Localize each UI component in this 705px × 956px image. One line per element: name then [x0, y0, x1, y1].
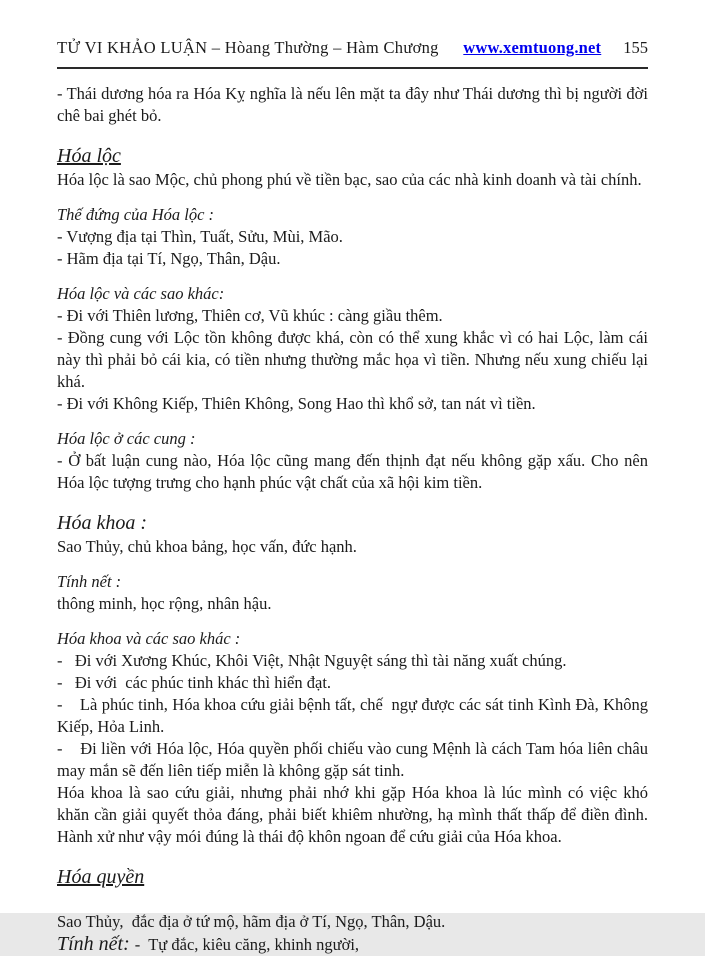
- subheading-hoa-khoa-sao-khac: Hóa khoa và các sao khác :: [57, 629, 241, 648]
- paragraph-di-voi-phuc-tinh: - Đi với các phúc tinh khác thì hiển đạt.: [57, 673, 332, 692]
- document-content: [57, 69, 648, 956]
- subheading-hoa-loc-o-cac-cung: Hóa lộc ở các cung :: [57, 429, 196, 448]
- paragraph-la-phuc-tinh: - Là phúc tinh, Hóa khoa cứu giải bệnh tất, chế ngự được các sát tinh Kình Đà, Không Kiếp, Hỏa Linh.: [57, 695, 648, 736]
- paragraph-hoa-loc-intro: Hóa lộc là sao Mộc, chủ phong phú về tiền bạc, sao của các nhà kinh doanh và tài chính.: [57, 170, 642, 189]
- paragraph-di-voi-khong-kiep: - Đi với Không Kiếp, Thiên Không, Song Hao thì khổ sở, tan nát vì tiền.: [57, 394, 536, 413]
- website-link[interactable]: www.xemtuong.net: [463, 38, 602, 57]
- header-right: [463, 38, 648, 58]
- paragraph-sao-thuy-khoa-bang: Sao Thủy, chủ khoa bảng, học vấn, đức hạnh.: [57, 537, 357, 556]
- header-title: TỬ VI KHẢO LUẬN – Hòang Thường – Hàm Chương: [57, 38, 439, 57]
- paragraph-hoa-khoa-cuu-giai: Hóa khoa là sao cứu giải, nhưng phải nhớ khi gặp Hóa khoa là lúc mình có việc khó khăn cần giải quyết thỏa đáng, phải biết khiêm nhường, hạ mình thất thấp để điền đình. Hành xử như vậy mói đúng là thái độ khôn ngoan để cứu giải của Hóa khoa.: [57, 783, 648, 846]
- paragraph-di-voi-thien-luong: - Đi với Thiên lương, Thiên cơ, Vũ khúc : càng giầu thêm.: [57, 306, 443, 325]
- paragraph-sao-thuy-dac-dia: Sao Thủy, đắc địa ở tứ mộ, hãm địa ở Tí, Ngọ, Thân, Dậu.: [57, 912, 446, 931]
- heading-hoa-khoa: Hóa khoa :: [57, 512, 147, 534]
- paragraph-ham-dia: - Hãm địa tại Tí, Ngọ, Thân, Dậu.: [57, 249, 281, 268]
- paragraph-di-lien-hoa-loc: - Đi liền với Hóa lộc, Hóa quyền phối chiếu vào cung Mệnh là cách Tam hóa liên châu may mắn sẽ đến liên tiếp miễn là không gặp sát tinh.: [57, 739, 648, 780]
- paragraph-vuong-dia: - Vượng địa tại Thìn, Tuất, Sửu, Mùi, Mão.: [57, 227, 343, 246]
- paragraph-di-voi-xuong-khuc: - Đi với Xương Khúc, Khôi Việt, Nhật Nguyệt sáng thì tài năng xuất chúng.: [57, 651, 567, 670]
- paragraph-o-bat-luan-cung: - Ở bất luận cung nào, Hóa lộc cũng mang đến thịnh đạt nếu không gặp xấu. Cho nên Hóa lộc tượng trưng cho hạnh phúc vật chất của xã hội kim tiền.: [57, 451, 648, 492]
- heading-hoa-loc: Hóa lộc: [57, 145, 121, 167]
- heading-hoa-quyen: Hóa quyền: [57, 866, 145, 888]
- subheading-the-dung-hoa-loc: Thế đứng của Hóa lộc :: [57, 205, 215, 224]
- paragraph-thai-duong: - Thái dương hóa ra Hóa Kỵ nghĩa là nếu lên mặt ta đây như Thái dương thì bị người đời chê bai ghét bỏ.: [57, 84, 648, 125]
- lead-rest: - Tự đắc, kiêu căng, khinh người,: [134, 935, 360, 954]
- page-header: [57, 38, 648, 69]
- paragraph-dong-cung-loc-ton: - Đồng cung với Lộc tồn không được khá, còn có thể xung khắc vì có hai Lộc, làm cái này thì phải bỏ cái kia, có tiền nhưng thường mắc họa vì tiền. Nhưng nếu xung chiếu lại khá.: [57, 328, 648, 391]
- subheading-tinh-net-hoa-khoa: Tính nết :: [57, 572, 122, 591]
- lead-label: Tính nết:: [57, 933, 135, 955]
- page-number: 155: [623, 38, 648, 57]
- paragraph-thong-minh: thông minh, học rộng, nhân hậu.: [57, 594, 272, 613]
- paragraph-tinh-net-hoa-quyen: [57, 933, 648, 956]
- subheading-hoa-loc-sao-khac: Hóa lộc và các sao khác:: [57, 284, 225, 303]
